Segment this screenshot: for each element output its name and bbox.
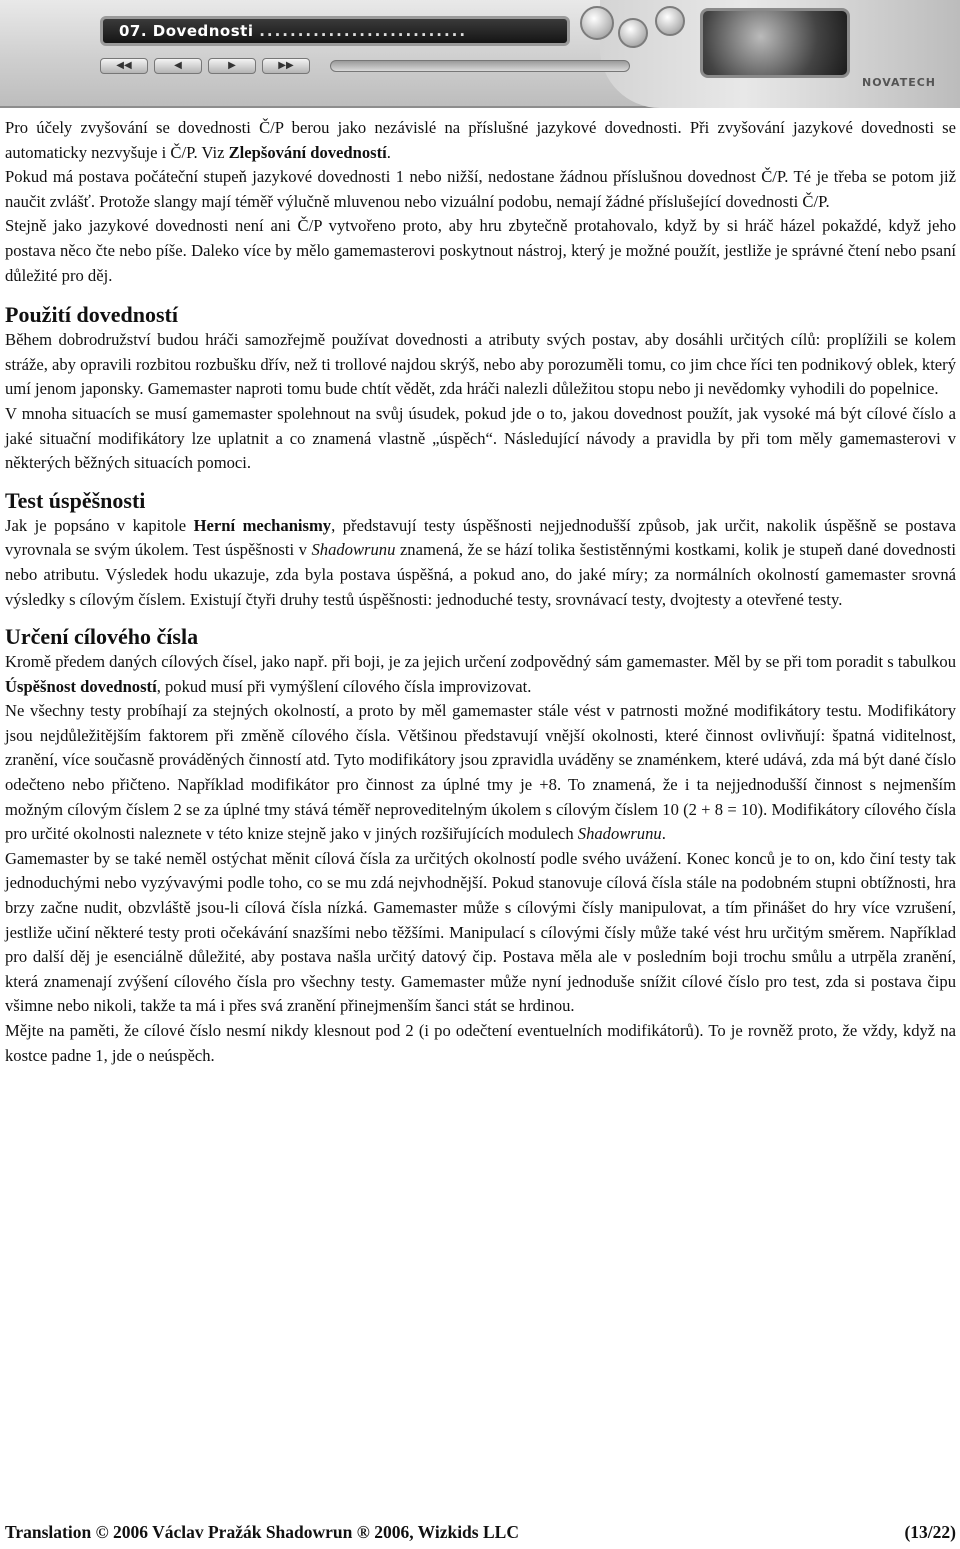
transport-controls [100,58,320,76]
text-run: Ne všechny testy probíhají za stejných okolností, a proto by měl gamemaster stále vést v patrnosti možné modifikátory testu. Modifikátory jsou nejdůležitějším faktorem při změně cílového čísla. Většinou představují vnější okolnosti, které činnost ovlivňují: špatná viditelnost, zranění, více současně prováděných činností atd. Tyto modifikátory jsou zpravidla uváděny se znaménkem, které udává, zda má být dané číslo odečteno nebo přičteno. Například modifikátor pro činnost za úplné tmy je +8. To znamená, že i ta nejjednodušší činnost s nejmenším možným cílovým číslem 2 se za úplné tmy stává téměř neproveditelným úkolem s cílovým číslem 10 (2 + 8 = 10). Modifikátory cílového čísla pro určité okolnosti naleznete v této knize stejně jako v jiných rozšiřujících modulech [5,701,956,844]
section1-paragraph-2: V mnoha situacích se musí gamemaster spolehnout na svůj úsudek, pokud jde o to, jakou dovednost použít, jak vysoké má být cílové číslo a jaké situační modifikátory lze uplatnit a co znamená vlastně „úspěch“. Následující návody a pravidla by při tom měly gamemasterovi v některých běžných situacích pomoci. [5,403,956,473]
section-heading-urceni: Určení cílového čísla [5,624,199,650]
text-run: Jak je popsáno v kapitole [5,515,194,535]
text-run: . [386,142,391,162]
previous-button[interactable]: ◀◀ [100,58,148,74]
text-run: , představují testy úspěšnosti nejjednodušší způsob, jak určit, nakolik úspěšně se postava vyrovnala se svým úkolem. Test úspěšnosti v [5,515,956,560]
italic-title: Shadowrunu [311,540,396,560]
progress-track[interactable] [330,60,630,72]
text-run: Pro účely zvyšování se dovednosti Č/P berou jako nezávislé na příslušné jazykové dovednosti. Při zvyšování jazykové dovednosti se automaticky nezvyšuje i Č/P. Viz [5,118,956,162]
page-number: (13/22) [904,1522,956,1542]
back-button[interactable]: ◀ [154,58,202,74]
chapter-title: 07. Dovednosti [119,22,254,40]
chapter-title-bar [100,16,570,46]
text-run: Kromě předem daných cílových čísel, jako např. při boji, je za jejich určení zodpovědný sám gamemaster. Měl by se při tom poradit s tabulkou [5,652,956,672]
title-dots: ........................... [259,22,468,40]
section3-paragraph-1 [5,650,956,699]
intro-paragraph-2: Pokud má postava počáteční stupeň jazykové dovednosti 1 nebo nižší, nedostane žádnou příslušnou dovednost Č/P. Té je třeba se potom již naučit zvlášť. Protože slangy mají téměř výlučně mluvenou nebo vizuální podobu, nemají žádné příslušející dovednosti Č/P. [5,167,956,211]
text-run: . [661,824,666,844]
section3-paragraph-2 [5,699,956,847]
cross-reference: Úspěšnost dovedností [5,676,157,696]
round-button-1[interactable] [580,6,614,40]
document-body [5,116,956,1068]
italic-title: Shadowrunu [577,824,662,844]
intro-paragraph-3: Stejně jako jazykové dovednosti není ani Č/P vytvořeno proto, aby hru zbytečně protahovalo, když by si hráč házel pokaždé, když jeho postava něco čte nebo píše. Daleko více by mělo gamemasterovi poskytnout nástroj, který je možné použít, jestliže je správné čtení nebo psaní důležité pro děj. [5,216,956,285]
section3-paragraph-3: Gamemaster by se také neměl ostýchat měnit cílová čísla za určitých okolností podle svého uvážení. Konec konců je to on, kdo činí testy tak jednoduchými nebo vyzývavými podle toho, co se mu zdá nejvhodnější. Pokud stanovuje cílová čísla stále na podobném stupni obtížnosti, hra brzy začne nudit, obzvláště jsou-li cílová čísla nízká. Gamemaster může s cílovými čísly manipulovat, a tím přinášet do hry více vzrušení, jestliže učiní některé testy proti očekávání snazšími nebo těžšími. Manipulací s cílovými čísly může také vést hru určitým směrem. Například pro další děj je esenciálně důležité, aby postava našla určitý datový čip. Postava měla ale v posledním boji trochu smůlu a utrpěla zranění, která znamenají zvýšení cílového čísla pro všechny testy. Gamemaster může nyní jednoduše snížit cílové číslo pro test, zda si postava čipu všimne nebo nikoli, takže ta má i přes svá zranění přinejmenším šanci stát se hrdinou. [5,848,956,1016]
header-banner [0,0,960,108]
section-heading-pouziti: Použití dovedností [5,302,178,328]
footer-copyright: Translation © 2006 Václav Pražák Shadowrun ® 2006, Wizkids LLC [5,1522,519,1542]
section2-paragraph-1 [5,514,956,612]
round-button-3[interactable] [655,6,685,36]
intro-paragraph-1 [5,116,956,165]
display-screen [700,8,850,78]
text-run: znamená, že se hází tolika šestistěnnými kostkami, kolik je stupeň dané dovednosti nebo atributu. Výsledek hodu ukazuje, zda byla postava úspěšná, a pokud ano, do jaké míry; za normálních okolností gamemaster srovná výsledky s cílovým číslem. Existují čtyři druhy testů úspěšnosti: jednoduché testy, srovnávací testy, dvojtesty a otevřené testy. [5,540,956,609]
page-footer [5,1522,956,1543]
section3-paragraph-4: Mějte na paměti, že cílové číslo nesmí nikdy klesnout pod 2 (i po odečtení eventuelních modifikátorů). To je rovněž proto, že vždy, když na kostce padne 1, jde o neúspěch. [5,1021,956,1065]
brand-logo: NOVATECH [862,76,936,89]
section-heading-test: Test úspěšnosti [5,487,146,513]
cross-reference: Zlepšování dovedností [228,142,387,162]
round-button-2[interactable] [618,18,648,48]
next-button[interactable]: ▶▶ [262,58,310,74]
forward-button[interactable]: ▶ [208,58,256,74]
text-run: , pokud musí při vymýšlení cílového čísla improvizovat. [156,676,532,696]
cross-reference: Herní mechanismy [193,515,332,535]
section1-paragraph-1: Během dobrodružství budou hráči samozřejmě používat dovednosti a atributy svých postav, aby dosáhli určitých cílů: proplížili se kolem stráže, aby opravili rozbitou rozbušku dřív, než ti trollové najdou skrýš, nebo aby porozuměli tomu, co jim chce říci ten podnikový oblek, který umí jenom japonsky. Gamemaster naproti tomu bude chtít vědět, zda hráči nalezli důležitou stopu nebo ji nevědomky vyhodili do popelnice. [5,330,956,399]
